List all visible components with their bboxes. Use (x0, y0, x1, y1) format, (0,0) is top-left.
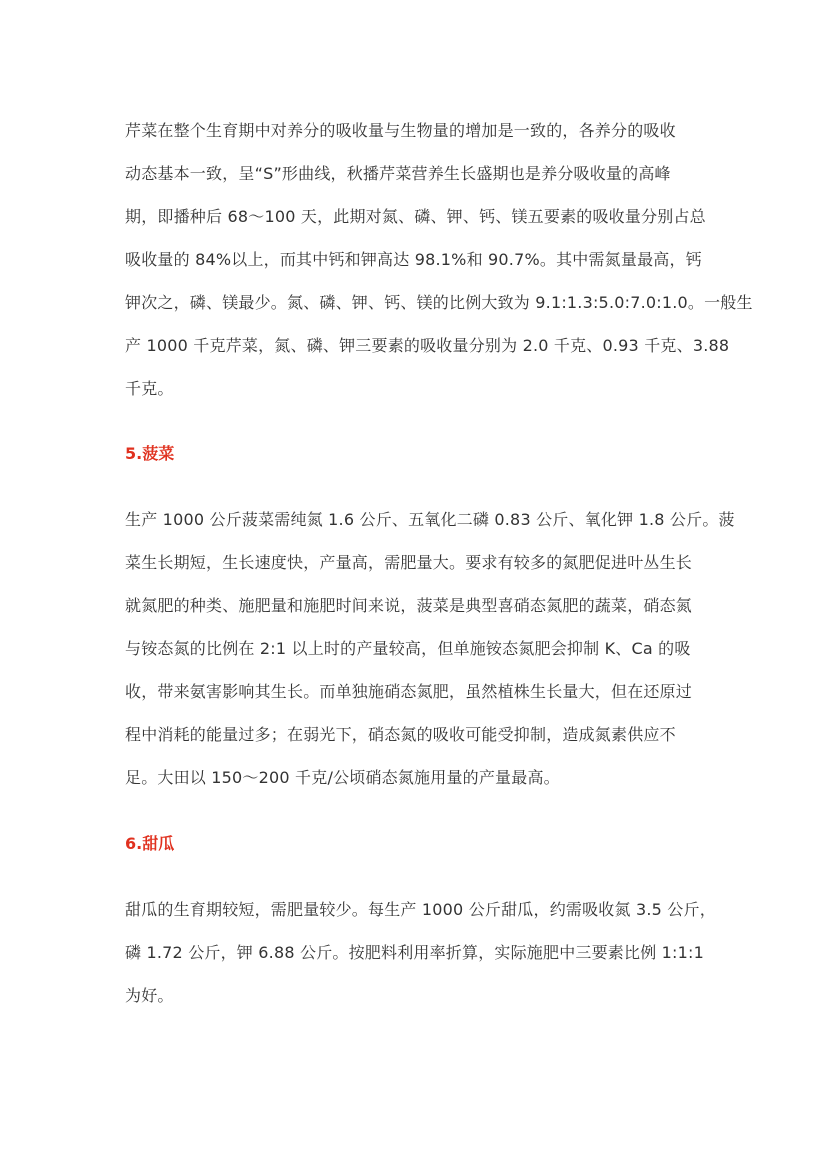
paragraph-line: 为好。 (125, 986, 174, 1005)
paragraph-line: 期，即播种后 68～100 天，此期对氮、磷、钾、钙、镁五要素的吸收量分别占总 (125, 207, 706, 226)
paragraph-line: 芹菜在整个生育期中对养分的吸收量与生物量的增加是一致的，各养分的吸收 (125, 121, 676, 140)
paragraph-line: 菜生长期短，生长速度快，产量高，需肥量大。要求有较多的氮肥促进叶丛生长 (125, 553, 693, 572)
paragraph-line: 产 1000 千克芹菜，氮、磷、钾三要素的吸收量分别为 2.0 千克、0.93 千克、3.88 (125, 336, 730, 355)
paragraph-line: 生产 1000 公斤菠菜需纯氮 1.6 公斤、五氧化二磷 0.83 公斤、氧化钾 1.8 公斤。菠 (125, 510, 735, 529)
paragraph-line: 收，带来氨害影响其生长。而单独施硝态氮肥，虽然植株生长量大，但在还原过 (125, 682, 693, 701)
paragraph-line: 吸收量的 84%以上，而其中钙和钾高达 98.1%和 90.7%。其中需氮量最高，钙 (125, 250, 702, 269)
paragraph-line: 钾次之，磷、镁最少。氮、磷、钾、钙、镁的比例大致为 9.1:1.3:5.0:7.0:1.0。一般生 (125, 293, 753, 312)
paragraph-line: 动态基本一致，呈“S”形曲线，秋播芹菜营养生长盛期也是养分吸收量的高峰 (125, 164, 671, 183)
paragraph-line: 千克。 (125, 379, 174, 398)
paragraph-line: 就氮肥的种类、施肥量和施肥时间来说，菠菜是典型喜硝态氮肥的蔬菜，硝态氮 (125, 596, 693, 615)
section-heading-melon: 6.甜瓜 (125, 834, 175, 853)
section-heading-spinach: 5.菠菜 (125, 444, 175, 463)
paragraph-line: 甜瓜的生育期较短，需肥量较少。每生产 1000 公斤甜瓜，约需吸收氮 3.5 公斤， (125, 900, 716, 919)
paragraph-line: 磷 1.72 公斤，钾 6.88 公斤。按肥料利用率折算，实际施肥中三要素比例 1:1:1 (125, 943, 705, 962)
paragraph-line: 与铵态氮的比例在 2:1 以上时的产量较高，但单施铵态氮肥会抑制 K、Ca 的吸 (125, 639, 691, 658)
paragraph-line: 程中消耗的能量过多；在弱光下，硝态氮的吸收可能受抑制，造成氮素供应不 (125, 725, 676, 744)
paragraph-line: 足。大田以 150～200 千克/公顷硝态氮施用量的产量最高。 (125, 768, 560, 787)
